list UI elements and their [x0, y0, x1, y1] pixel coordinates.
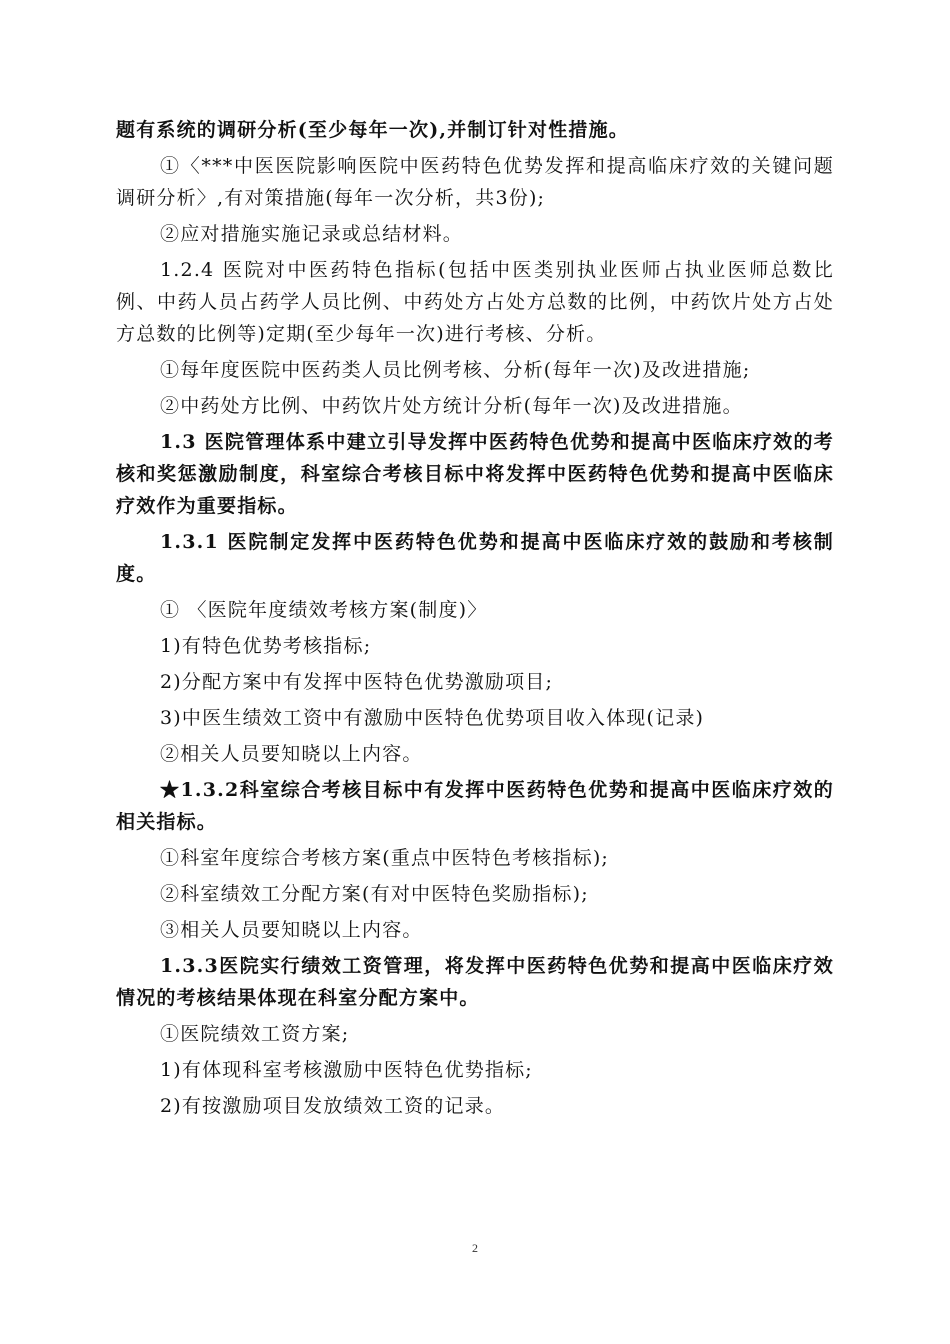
paragraph: ①科室年度综合考核方案(重点中医特色考核指标); [160, 847, 610, 869]
paragraph: ①每年度医院中医药类人员比例考核、分析(每年一次)及改进措施; [160, 359, 751, 381]
section-heading: 1.3.3医院实行绩效工资管理，将发挥中医药特色优势和提高中医临床疗效情况的考核结果体现在科室分配方案中。 [116, 955, 834, 1009]
list-item: 2)分配方案中有发挥中医特色优势激励项目; [160, 671, 554, 693]
section-heading: 1.3.1 医院制定发挥中医药特色优势和提高中医临床疗效的鼓励和考核制度。 [116, 531, 834, 585]
paragraph: ③相关人员要知晓以上内容。 [160, 919, 423, 941]
paragraph: 1.2.4 医院对中医药特色指标(包括中医类别执业医师占执业医师总数比例、中药人员占药学人员比例、中药处方占处方总数的比例，中药饮片处方占处方总数的比例等)定期(至少每年一次)进行考核、分析。 [116, 259, 834, 345]
section-heading: ★1.3.2科室综合考核目标中有发挥中医药特色优势和提高中医临床疗效的相关指标。 [116, 779, 834, 833]
page-number: 2 [472, 1241, 478, 1255]
list-item: 3)中医生绩效工资中有激励中医特色优势项目收入体现(记录) [160, 707, 705, 729]
list-item: 1)有体现科室考核激励中医特色优势指标; [160, 1059, 533, 1081]
paragraph: ②相关人员要知晓以上内容。 [160, 743, 423, 765]
paragraph: ②科室绩效工分配方案(有对中医特色奖励指标); [160, 883, 589, 905]
list-item: 1)有特色优势考核指标; [160, 635, 372, 657]
paragraph: ②中药处方比例、中药饮片处方统计分析(每年一次)及改进措施。 [160, 395, 743, 417]
paragraph: ②应对措施实施记录或总结材料。 [160, 223, 464, 245]
list-item: 2)有按激励项目发放绩效工资的记录。 [160, 1095, 506, 1117]
paragraph: ①〈***中医医院影响医院中医药特色优势发挥和提高临床疗效的关键问题调研分析〉,有对策措施(每年一次分析，共3份); [116, 155, 834, 209]
paragraph: ① 〈医院年度绩效考核方案(制度)〉 [160, 599, 488, 621]
document-body [116, 114, 834, 1126]
section-heading: 1.3 医院管理体系中建立引导发挥中医药特色优势和提高中医临床疗效的考核和奖惩激励制度，科室综合考核目标中将发挥中医药特色优势和提高中医临床疗效作为重要指标。 [116, 431, 834, 517]
paragraph: 题有系统的调研分析(至少每年一次),并制订针对性措施。 [116, 119, 629, 141]
paragraph: ①医院绩效工资方案; [160, 1023, 350, 1045]
